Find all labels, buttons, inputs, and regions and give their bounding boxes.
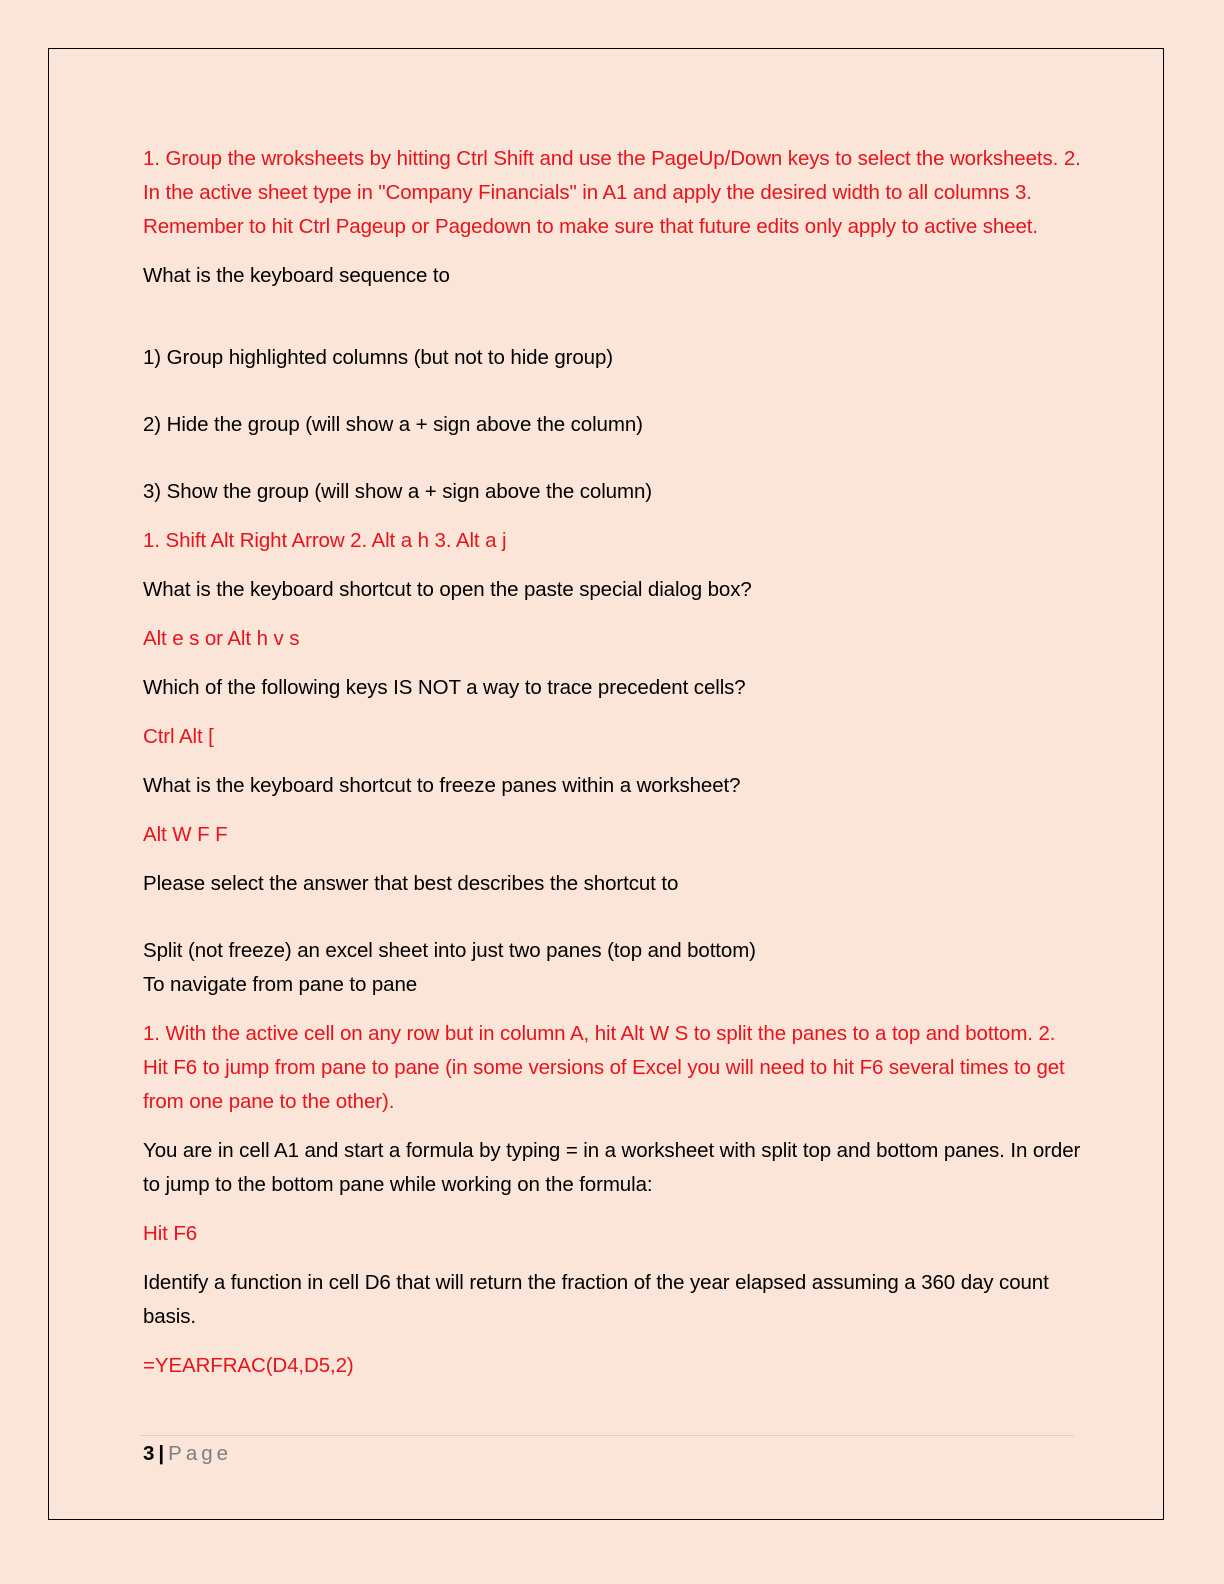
question-keyboard-sequence: What is the keyboard sequence to xyxy=(143,264,450,287)
answer-jump-pane: Hit F6 xyxy=(143,1222,198,1245)
question-trace-precedents: Which of the following keys IS NOT a way to trace precedent cells? xyxy=(143,676,746,699)
document-body xyxy=(143,142,1083,1398)
spacer xyxy=(143,442,1083,475)
spacer xyxy=(143,901,1083,934)
answer-group-worksheets: 1. Group the wroksheets by hitting Ctrl Shift and use the PageUp/Down keys to select the worksheets. 2. In the active sheet type in "Company Financials" in A1 and apply the desired width to all columns 3. Remember to hit Ctrl Pageup or Pagedown to make sure that future edits only apply to active sheet. xyxy=(143,147,1081,238)
question-paste-special: What is the keyboard shortcut to open the paste special dialog box? xyxy=(143,578,752,601)
page-number: 3 xyxy=(143,1442,155,1465)
question-yearfrac: Identify a function in cell D6 that will return the fraction of the year elapsed assuming a 360 day count basis. xyxy=(143,1271,1049,1328)
answer-freeze-panes: Alt W F F xyxy=(143,823,228,846)
footer-separator: | xyxy=(158,1442,165,1465)
question-item-3: 3) Show the group (will show a + sign above the column) xyxy=(143,480,652,503)
question-split-item-1: Split (not freeze) an excel sheet into just two panes (top and bottom) xyxy=(143,939,756,962)
question-item-1: 1) Group highlighted columns (but not to hide group) xyxy=(143,346,614,369)
question-item-2: 2) Hide the group (will show a + sign above the column) xyxy=(143,413,643,436)
answer-split-panes: 1. With the active cell on any row but in column A, hit Alt W S to split the panes to a top and bottom. 2. Hit F6 to jump from pane to pane (in some versions of Excel you will need to hit F6 several times to get from one pane to the other). xyxy=(143,1022,1065,1113)
spacer xyxy=(143,308,1083,341)
question-freeze-panes: What is the keyboard shortcut to freeze panes within a worksheet? xyxy=(143,774,741,797)
page-label: Page xyxy=(168,1442,233,1465)
answer-paste-special: Alt e s or Alt h v s xyxy=(143,627,300,650)
answer-yearfrac: =YEARFRAC(D4,D5,2) xyxy=(143,1354,354,1377)
answer-trace-precedents: Ctrl Alt [ xyxy=(143,725,214,748)
question-split-item-2: To navigate from pane to pane xyxy=(143,973,418,996)
question-split-panes: Please select the answer that best describes the shortcut to xyxy=(143,872,679,895)
footer-divider xyxy=(140,1435,1074,1436)
question-jump-pane: You are in cell A1 and start a formula by typing = in a worksheet with split top and bottom panes. In order to jump to the bottom pane while working on the formula: xyxy=(143,1139,1081,1196)
answer-group-shortcuts: 1. Shift Alt Right Arrow 2. Alt a h 3. Alt a j xyxy=(143,529,507,552)
page-footer xyxy=(143,1440,232,1468)
spacer xyxy=(143,375,1083,408)
